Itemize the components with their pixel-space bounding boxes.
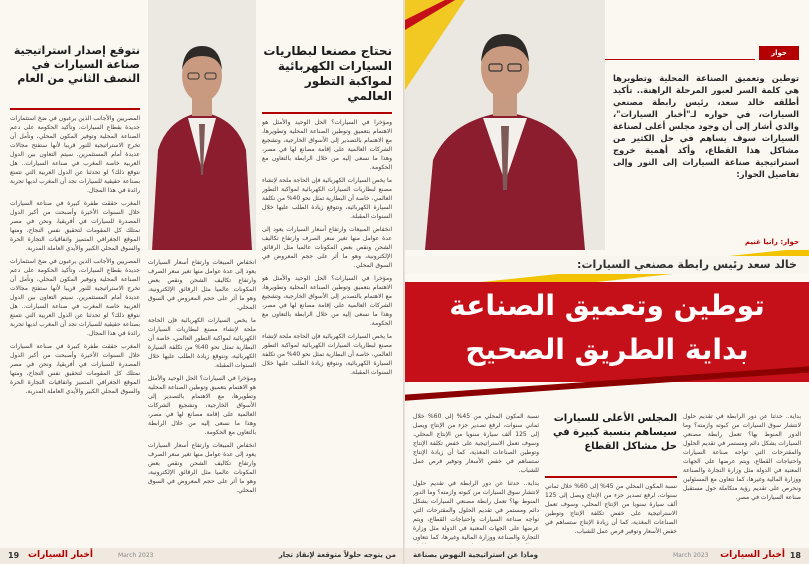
paragraph: ما يخص السيارات الكهربائية فإن الحاجة ملحة لإنشاء مصنع لبطاريات السيارات الكهربائية لمواكبة التطور العالمي، خاصة أن البطارية تمثل نحو 40% من تكلفة السيارة الكهربائية، ونتوقع زيادة الطلب عليها خلال السنوات المقبلة. [148,317,256,369]
paragraph: المغرب حققت طفرة كبيرة في صناعة السيارات خلال السنوات الأخيرة وأصبحت من أكبر الدول المصدرة للسيارات في أفريقيا، ونحن في مصر نمتلك كل المقومات لتحقيق نفس النجاح، ومنها الموقع الجغرافي المتميز واتفاقيات التجارة الحرة والسوق المحلي الكبير والأيدي العاملة المدربة. [10,200,140,252]
left-page [0,0,404,564]
paragraph: ما يخص السيارات الكهربائية فإن الحاجة ملحة لإنشاء مصنع لبطاريات السيارات الكهربائية لمواكبة التطور العالمي، خاصة أن البطارية تمثل نحو 40% من تكلفة السيارة الكهربائية، ونتوقع زيادة الطلب عليها خلال السنوات المقبلة. [262,333,392,376]
paragraph: انخفاض المبيعات وارتفاع أسعار السيارات يعود إلى عدة عوامل منها تغير سعر الصرف وارتفاع تكاليف الشحن ونقص بعض المكونات عالميا مثل الرقائق الإلكترونية، وهو ما أثر على حجم المعروض في السوق المحلي. [262,226,392,269]
paragraph: المصريين والأجانب الذين يرغبون في ضخ استثمارات جديدة بقطاع السيارات، وتأكيد الحكومة على دعم الصناعة المحلية وتوفير المكون المحلي، ونأمل أن تخرج الاستراتيجية للنور قريبا لأنها ستفتح مجالات عديدة أمام المستثمرين. سيتم التعاون بين الدول العربية خاصة المغرب في صناعة السيارات.. هل نتوقع ذلك؟ لو تحدثنا عن الدول العربية التي تتمتع بصناعة حقيقية للسيارات نجد أن المغرب لديها تجربة رائدة في هذا المجال. [10,258,140,337]
caption-text: خالد سعد رئيس رابطة مصنعي السيارات: [577,258,797,271]
portrait-photo-right [405,0,605,250]
headline-strategy: نتوقع إصدار استراتيجية صناعة السيارات في النصف الثاني من العام [13,44,140,85]
body-column-left-1 [262,118,392,538]
paragraph: المصريين والأجانب الذين يرغبون في ضخ استثمارات جديدة بقطاع السيارات، وتأكيد الحكومة على دعم الصناعة المحلية وتوفير المكون المحلي، ونأمل أن تخرج الاستراتيجية للنور قريبا لأنها ستفتح مجالات عديدة أمام المستثمرين. سيتم التعاون بين الدول العربية خاصة المغرب في صناعة السيارات.. هل نتوقع ذلك؟ لو تحدثنا عن الدول العربية التي تتمتع بصناعة حقيقية للسيارات نجد أن المغرب لديها تجربة رائدة في هذا المجال. [10,115,140,194]
paragraph: ومؤخرا في السيارات؟ الحل الوحيد والأمثل هو الاهتمام بتعميق وتوطين الصناعة المحلية وتطويرها، مع الاهتمام بالتصدير إلى الأسواق الخارجية، وتشجيع الشركات العالمية على إقامة مصانع لها في مصر، وهذا ما نسعى إليه من خلال الرابطة بالتعاون مع الحكومة. [262,275,392,327]
paragraph: ومؤخرا في السيارات؟ الحل الوحيد والأمثل هو الاهتمام بتعميق وتوطين الصناعة المحلية وتطويرها، مع الاهتمام بالتصدير إلى الأسواق الخارجية، وتشجيع الشركات العالمية على إقامة مصانع لها في مصر، وهذا ما نسعى إليه من خلال الرابطة بالتعاون مع الحكومة. [262,119,392,171]
paragraph: نسبة المكون المحلي من 45% إلى 60% خلال ثماني سنوات، لرفع تصدير جزء من الإنتاج ويصل إلى 125 ألف سيارة سنويا من الإنتاج المحلي، وسوف تعمل الاستراتيجية على خفض تكلفة الإنتاج وتوطين الصناعات المغذية، كما أن زيادة الإنتاج ستساهم في خفض الأسعار وتوفير فرص عمل للشباب. [413,413,539,474]
main-title-line2: بداية الطريق الصحيح [465,333,749,366]
footer-snippet: من يتوجه حلولاً متوقعة لإنقاذ تجار [278,551,396,559]
caption-bar [405,256,809,274]
headline-council: المجلس الأعلى للسيارات سيساهم بنسبة كبيرة في حل مشاكل القطاع [553,413,677,452]
headline-rule-mid [10,108,140,110]
paragraph: بداية.. حدثنا عن دور الرابطة في تقديم حلول لانتشار سوق السيارات من كبوته وازمته؟ وما الدور المنوط بها؟ تعمل رابطة مصنعي السيارات بشكل دائم ومستمر في تقديم الحلول والمقترحات التي تواجه صناعة السيارات واحتياجات القطاع، ويتم عرضها على الجهات المعنية في الدولة مثل وزارة التجارة والصناعة ووزارة المالية وغيرها، كما نتعاون مع المسئولين ونحرص على تقديم رؤية متكاملة حول مستقبل صناعة السيارات في مصر. [683,413,801,501]
page-number: 19 [8,551,20,560]
paragraph: بداية.. حدثنا عن دور الرابطة في تقديم حلول لانتشار سوق السيارات من كبوته وازمته؟ وما الدور المنوط بها؟ تعمل رابطة مصنعي السيارات بشكل دائم ومستمر في تقديم الحلول والمقترحات التي تواجه صناعة السيارات واحتياجات القطاع، ويتم عرضها على الجهات المعنية في الدولة مثل وزارة التجارة والصناعة ووزارة المالية وغيرها، كما نتعاون [413,480,539,541]
headline-battery: نحتاج مصنعا لبطاريات السيارات الكهربائية لمواكبة التطور العالمي [263,44,392,103]
intro-text: توطين وتعميق الصناعة المحلية وتطويرها هي كلمة السر لعبور المرحلة الراهنة.. تأكيد أطلقه خالد سعد، رئيس رابطة مصنعي السيارات، في حواره لـ"أخبار السيارات"، والذي أشار إلى أن وجود مجلس أعلى لصناعة السيارات سوف يساهم في حل الكثير من مشاكل هذا القطاع، وأكد أهمية خروج استراتيجية صناعة السيارات إلى النور وإلى تفاصيل الحوار: [613,73,799,179]
footer-right [405,548,809,564]
headline-rule-left [262,112,392,114]
body-column-mid-1 [10,114,140,538]
body-column-right-1 [683,412,801,544]
portrait-photo-left [148,0,256,250]
page-number: 18 [789,551,801,560]
right-page [405,0,809,564]
title-banner [405,250,809,402]
section-tag [759,46,799,60]
body-column-right-3 [413,412,539,544]
byline: حوار: رانيا غنيم [744,238,799,246]
main-title-line1: توطين وتعميق الصناعة [449,289,765,322]
body-column-right-2 [545,482,677,544]
footer-left [0,548,404,564]
paragraph: انخفاض المبيعات وارتفاع أسعار السيارات يعود إلى عدة عوامل منها تغير سعر الصرف وارتفاع تكاليف الشحن ونقص بعض المكونات عالميا مثل الرقائق الإلكترونية، وهو ما أثر على حجم المعروض في السوق المحلي. [148,259,256,311]
paragraph: ما يخص السيارات الكهربائية فإن الحاجة ملحة لإنشاء مصنع لبطاريات السيارات الكهربائية لمواكبة التطور العالمي، خاصة أن البطارية تمثل نحو 40% من تكلفة السيارة الكهربائية، ونتوقع زيادة الطلب عليها خلال السنوات المقبلة. [262,177,392,220]
issue-month: March 2023 [118,552,154,559]
body-column-left-2 [148,258,256,538]
magazine-logo: أخبار السيارات [28,550,93,560]
paragraph: المغرب حققت طفرة كبيرة في صناعة السيارات خلال السنوات الأخيرة وأصبحت من أكبر الدول المصدرة للسيارات في أفريقيا، ونحن في مصر نمتلك كل المقومات لتحقيق نفس النجاح، ومنها الموقع الجغرافي المتميز واتفاقيات التجارة الحرة والسوق المحلي الكبير والأيدي العاملة المدربة. [10,343,140,395]
paragraph: نسبة المكون المحلي من 45% إلى 60% خلال ثماني سنوات، لرفع تصدير جزء من الإنتاج ويصل إلى 125 ألف سيارة سنويا من الإنتاج المحلي، وسوف تعمل الاستراتيجية على خفض تكلفة الإنتاج وتوطين الصناعات المغذية، كما أن زيادة الإنتاج ستساهم في خفض الأسعار وتوفير فرص عمل للشباب. [545,483,677,535]
issue-month: March 2023 [673,552,709,559]
paragraph: ومؤخرا في السيارات؟ الحل الوحيد والأمثل هو الاهتمام بتعميق وتوطين الصناعة المحلية وتطويرها، مع الاهتمام بالتصدير إلى الأسواق الخارجية، وتشجيع الشركات العالمية على إقامة مصانع لها في مصر، وهذا ما نسعى إليه من خلال الرابطة بالتعاون مع الحكومة. [148,375,256,436]
magazine-logo: أخبار السيارات [720,550,785,560]
section-label: حوار [771,49,787,57]
headline-rule-lower [545,476,677,478]
footer-snippet: وماذا عن استراتيجية النهوض بصناعة [413,551,539,559]
paragraph: انخفاض المبيعات وارتفاع أسعار السيارات يعود إلى عدة عوامل منها تغير سعر الصرف وارتفاع تكاليف الشحن ونقص بعض المكونات عالميا مثل الرقائق الإلكترونية، وهو ما أثر على حجم المعروض في السوق المحلي. [148,442,256,494]
